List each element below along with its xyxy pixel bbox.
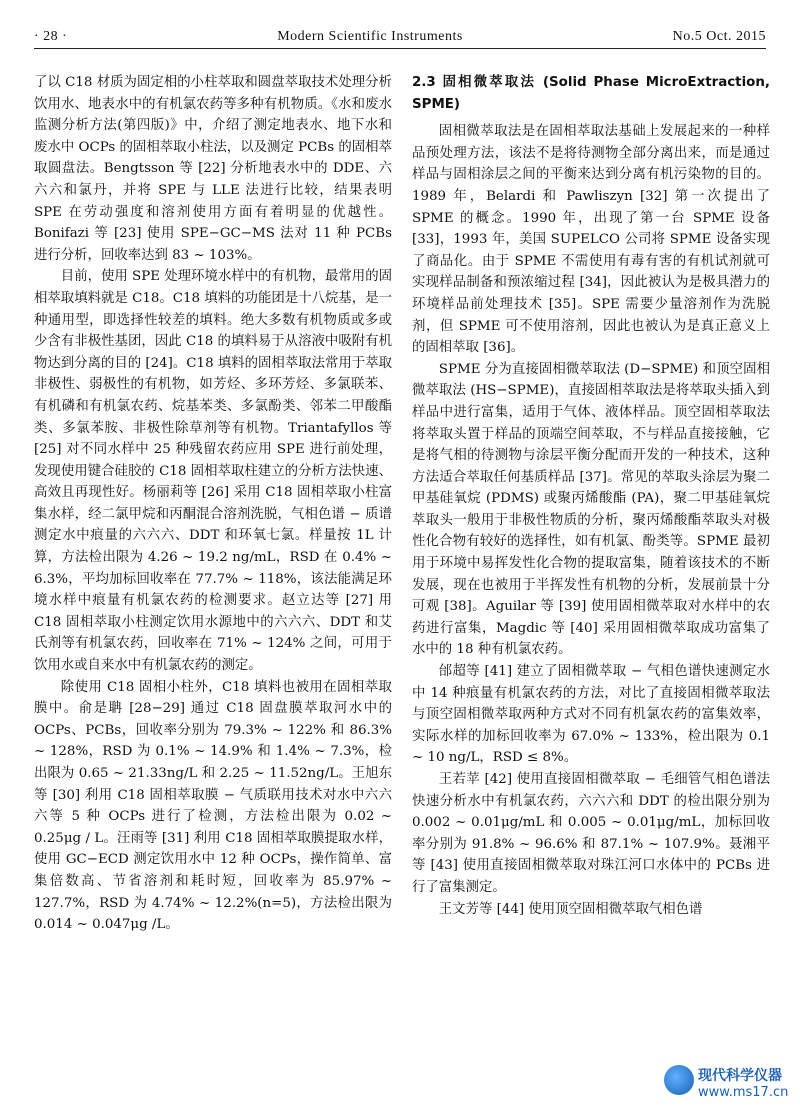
left-paragraph-2: 目前，使用 SPE 处理环境水样中的有机物，最常用的固相萃取填料就是 C18。C18 填料的功能团是十八烷基，是一种通用型，即选择性较差的填料。绝大多数有机物质或多或少含有非极性基团，因此 C18 的填料易于从溶液中吸附有机物达到分离的目的 [24]。C18 填料的固相萃取法常用于萃取非极性、弱极性的有机物，如芳烃、多环芳烃、多氯联苯、有机磷和有机氯农药、烷基苯类、多氯酚类、邻苯二甲酸酯类、多氯苯胺、非极性除草剂等有机物。Triantafyllos 等 [25] 对不同水样中 25 种残留农药应用 SPE 进行前处理，发现使用键合硅胶的 C18 固相萃取柱建立的分析方法快速、高效且再现性好。杨丽莉等 [26] 采用 C18 固相萃取小柱富集水样，经二氯甲烷和丙酮混合溶剂洗脱，气相色谱 − 质谱测定水中痕量的六六六、DDT 和环氧七氯。样量按 1L 计算，方法检出限为 4.26 ~ 19.2 ng/mL，RSD 在 0.4% ~ 6.3%，平均加标回收率在 77.7% ~ 118%，该法能满足环境水样中痕量有机氯农药的检测要求。赵立达等 [27] 用 C18 固相萃取小柱测定饮用水源地中的六六六、DDT 和艾氏剂等有机氯农药，回收率在 71% ~ 124% 之间，可用于饮用水或自来水中有机氯农药的测定。 [34,269,392,674]
right-paragraph-1: 固相微萃取法是在固相萃取法基础上发展起来的一种样品预处理方法，该法不是将待测物全部分离出来，而是通过样品与固相涂层之间的平衡来达到分离有机污染物的目的。1989 年，Belardi 和 Pawliszyn [32] 第一次提出了 SPME 的概念。1990 年，出现了第一台 SPME 设备 [33]，1993 年，美国 SUPELCO 公司将 SPME 设备实现了商品化。由于 SPME 不需使用有毒有害的有机试剂就可实现样品制备和预浓缩过程 [34]，因此被认为是极具潜力的环境样品前处理技术 [35]。SPE 需要少量溶剂作为洗脱剂，但 SPME 可不使用溶剂，因此也被认为是真正意义上的固相萃取 [36]。 [412,124,770,356]
running-header [34,26,766,48]
issue-info: No.5 Oct. 2015 [672,29,766,44]
right-paragraph-4: 王若苹 [42] 使用直接固相微萃取 − 毛细管气相色谱法快速分析水中有机氯农药，六六六和 DDT 的检出限分别为 0.002 ~ 0.01μg/mL 和 0.005 ~ 0.01μg/mL，加标回收率分别为 91.8% ~ 96.6% 和 87.1% ~ 107.9%。聂湘平等 [43] 使用直接固相微萃取对珠江河口水体中的 PCBs 进行了富集测定。 [412,772,770,895]
watermark-logo-icon [664,1065,694,1095]
page-number: · 28 · [34,29,68,44]
right-paragraph-2: SPME 分为直接固相微萃取法 (D−SPME) 和顶空固相微萃取法 (HS−SPME)，直接固相萃取法是将萃取头插入到样品中进行富集，适用于气体、液体样品。顶空固相萃取法将萃取头置于样品的顶端空间萃取，不与样品直接接触，它是将气相的待测物与涂层平衡分配而开发的一种技术，这种方法适合萃取任何基质样品 [37]。常见的萃取头涂层为聚二甲基硅氧烷 (PDMS) 或聚丙烯酸酯 (PA)，聚二甲基硅氧烷萃取头一般用于非极性物质的分析，聚丙烯酸酯萃取头对极性化合物有较好的选择性，如有机氯、酚类等。SPME 最初用于环境中易挥发性化合物的提取富集，随着该技术的不断发展，现在也被用于半挥发性有机物的分析，发展前景十分可观 [38]。Aguilar 等 [39] 使用固相微萃取对水样中的农药进行富集，Magdic 等 [40] 采用固相微萃取成功富集了水中的 18 种有机氯农药。 [412,361,770,658]
section-title: 2.3 固相微萃取法 (Solid Phase MicroExtraction, SPME) [412,75,770,112]
journal-name: Modern Scientific Instruments [277,29,463,44]
watermark-url: www.ms17.cn [698,1085,789,1100]
right-paragraph-3: 邰超等 [41] 建立了固相微萃取 − 气相色谱快速测定水中 14 种痕量有机氯农药的方法，对比了直接固相微萃取法与顶空固相微萃取两种方式对不同有机氯农药的富集效率，实际水样的加标回收率为 67.0% ~ 133%，检出限为 0.1 ~ 10 ng/L，RSD ≤ 8%。 [412,664,770,766]
site-watermark [664,1063,789,1107]
left-paragraph-1: 了以 C18 材质为固定相的小柱萃取和圆盘萃取技术处理分析饮用水、地表水中的有机氯农药等多种有机物质。《水和废水监测分析方法(第四版)》中，介绍了测定地表水、地下水和废水中 OCPs 的固相萃取小柱法，以及测定 PCBs 的固相萃取圆盘法。Bengtsson 等 [22] 分析地表水中的 DDE、六六六和氯丹，并将 SPE 与 LLE 法进行比较，结果表明 SPE 在劳动强度和溶剂使用方面有着明显的优越性。Bonifazi 等 [23] 使用 SPE−GC−MS 法对 11 种 PCBs 进行分析，回收率达到 83 ~ 103%。 [34,75,392,263]
right-paragraph-5: 王文芳等 [44] 使用顶空固相微萃取气相色谱 [438,901,703,917]
left-column [34,72,392,936]
left-paragraph-3: 除使用 C18 固相小柱外，C18 填料也被用在固相萃取膜中。俞是聃 [28−29] 通过 C18 固盘膜萃取河水中的 OCPs、PCBs，回收率分别为 79.3% ~ 122% 和 86.3% ~ 128%，RSD 为 0.1% ~ 14.9% 和 1.4% ~ 7.3%，检出限为 0.65 ~ 21.33ng/L 和 2.25 ~ 11.52ng/L。王旭东等 [30] 利用 C18 固相萃取膜 − 气质联用技术对水中六六六等 5 种 OCPs 进行了检测，方法检出限为 0.02 ~ 0.25μg / L。汪雨等 [31] 利用 C18 固相萃取膜提取水样，使用 GC−ECD 测定饮用水中 12 种 OCPs，操作简单、富集倍数高、节省溶剂和耗时短，回收率为 85.97% ~ 127.7%，RSD 为 4.74% ~ 12.2%(n=5)，方法检出限为 0.014 ~ 0.047μg /L。 [34,679,392,933]
watermark-title: 现代科学仪器 [698,1068,782,1084]
header-rule [34,48,766,49]
right-column [412,72,770,920]
